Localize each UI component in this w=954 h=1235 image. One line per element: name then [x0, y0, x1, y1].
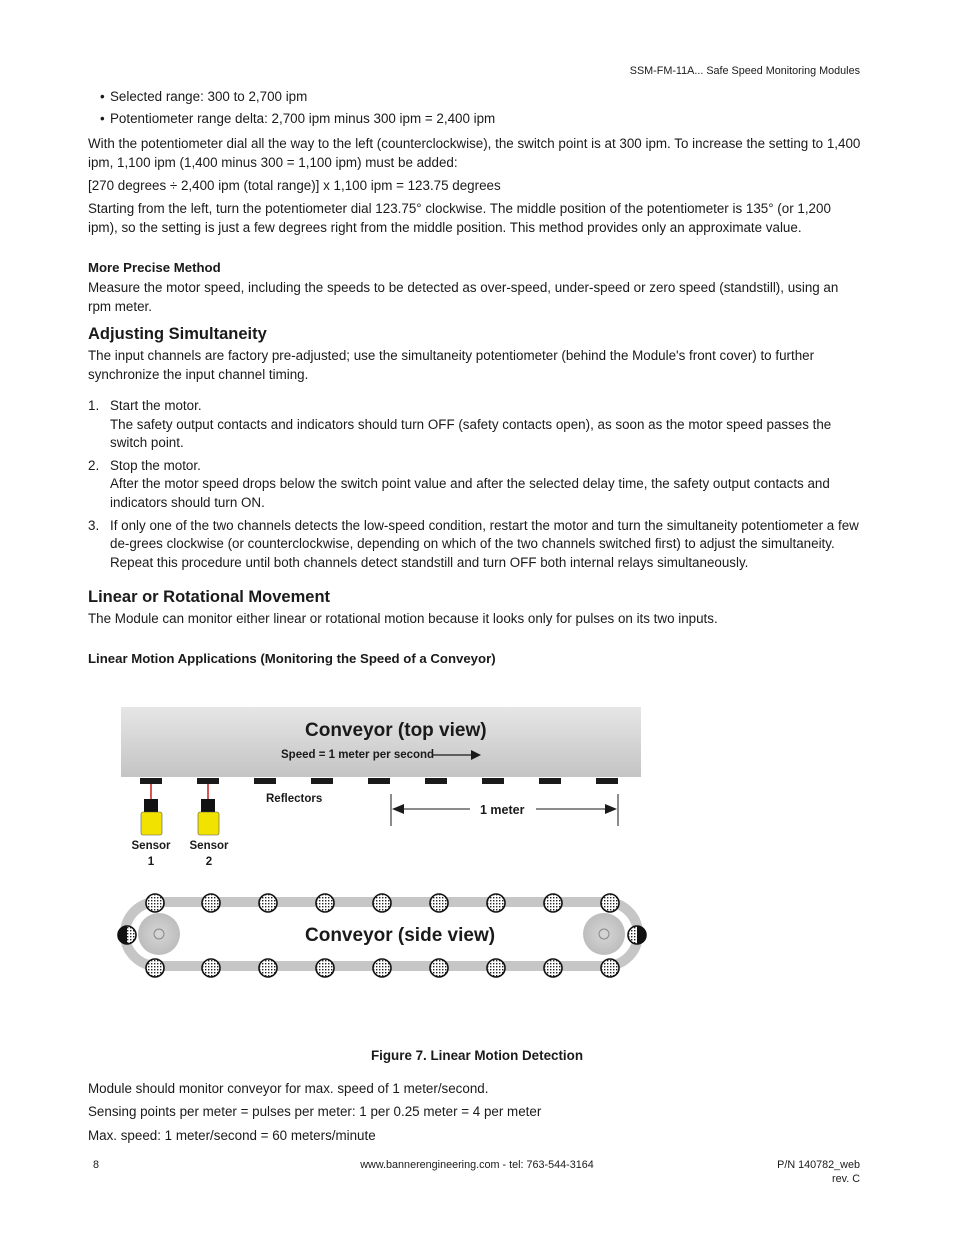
- list-item: 3. If only one of the two channels detects the low-speed condition, restart the motor and turn the simultaneity potentiometer a few de-grees clockwise (or counterclockwise, depending on which of the two channels switched first) to adjust the simultaneity. Repeat this procedure until both channels detect standstill and turn OFF both internal relays simultaneously.: [88, 517, 859, 570]
- formula-paragraph: [270 degrees ÷ 2,400 ipm (total range)] x 1,100 ipm = 123.75 degrees: [88, 178, 501, 193]
- reflector: [368, 778, 390, 784]
- body-paragraph: The Module can monitor either linear or rotational motion because it looks only for pulses on its two inputs.: [88, 611, 718, 626]
- speed-label: Speed = 1 meter per second: [281, 749, 435, 761]
- sensor-1-label: Sensor: [131, 840, 171, 852]
- steps-list: [88, 397, 863, 576]
- conveyor-top-belt: [121, 707, 641, 777]
- figure-caption: Figure 7. Linear Motion Detection: [370, 1048, 584, 1063]
- reflector: [259, 959, 277, 977]
- reflector: [373, 894, 391, 912]
- sensor-2: [198, 784, 219, 835]
- meter-label: 1 meter: [480, 803, 525, 817]
- reflector: [544, 959, 562, 977]
- reflector: [197, 778, 219, 784]
- section-heading: Linear or Rotational Movement: [88, 588, 331, 606]
- range-bullet-list: [100, 88, 495, 128]
- list-item: 2. Stop the motor. After the motor speed drops below the switch point value and after the selected delay time, the safety output contacts and indicators should turn ON.: [88, 457, 830, 510]
- reflector: [373, 959, 391, 977]
- reflector: [259, 894, 277, 912]
- body-paragraph: Measure the motor speed, including the speeds to be detected as over-speed, under-speed or zero speed (standstill), using an rpm meter.: [88, 280, 839, 314]
- reflector: [430, 894, 448, 912]
- conveyor-figure: [88, 690, 688, 1000]
- subsection-heading: Linear Motion Applications (Monitoring the Speed of a Conveyor): [88, 651, 496, 666]
- body-paragraph: Sensing points per meter = pulses per meter: 1 per 0.25 meter = 4 per meter: [88, 1104, 542, 1119]
- reflector-row: [140, 778, 618, 784]
- reflector: [430, 959, 448, 977]
- reflector: [539, 778, 561, 784]
- reflector: [601, 894, 619, 912]
- footer-part-number: P/N 140782_web rev. C: [777, 1159, 860, 1185]
- conveyor-top-title: Conveyor (top view): [305, 720, 487, 741]
- list-item: 1. Start the motor. The safety output contacts and indicators should turn OFF (safety contacts open), as soon as the motor speed passes the switch point.: [88, 398, 832, 451]
- reflector: [140, 778, 162, 784]
- reflector: [487, 959, 505, 977]
- right-pulley: [583, 913, 625, 955]
- reflector: [544, 894, 562, 912]
- conveyor-side-title: Conveyor (side view): [305, 925, 496, 946]
- reflector: [202, 959, 220, 977]
- footer-contact: www.bannerengineering.com - tel: 763-544-3164: [360, 1159, 594, 1171]
- body-paragraph: Max. speed: 1 meter/second = 60 meters/minute: [88, 1128, 376, 1143]
- reflector: [311, 778, 333, 784]
- list-item: • Selected range: 300 to 2,700 ipm: [100, 88, 495, 107]
- reflector: [482, 778, 504, 784]
- reflector: [254, 778, 276, 784]
- body-paragraph: With the potentiometer dial all the way to the left (counterclockwise), the switch point is at 300 ipm. To increase the setting to 1,400 ipm, 1,100 ipm (1,400 minus 300 = 1,100 ipm) must be added:: [88, 136, 861, 170]
- reflectors-label: Reflectors: [266, 793, 323, 805]
- reflector: [596, 778, 618, 784]
- sensor-2-number: 2: [205, 856, 213, 868]
- running-header: SSM-FM-11A... Safe Speed Monitoring Modules: [629, 65, 860, 77]
- body-paragraph: Starting from the left, turn the potentiometer dial 123.75° clockwise. The middle position of the potentiometer is 135° (or 1,200 ipm), so the setting is just a few degrees right from the middle position. This method provides only an approximate value.: [88, 201, 831, 235]
- reflector: [146, 959, 164, 977]
- sensor-1: [141, 784, 162, 835]
- left-pulley: [138, 913, 180, 955]
- reflector: [316, 959, 334, 977]
- reflector: [601, 959, 619, 977]
- sensor-2-label: Sensor: [189, 840, 229, 852]
- reflector: [316, 894, 334, 912]
- section-heading: Adjusting Simultaneity: [88, 325, 267, 343]
- section-heading: More Precise Method: [88, 260, 221, 275]
- reflector: [425, 778, 447, 784]
- sensor-1-number: 1: [147, 856, 155, 868]
- reflector: [202, 894, 220, 912]
- reflector: [146, 894, 164, 912]
- body-paragraph: Module should monitor conveyor for max. speed of 1 meter/second.: [88, 1081, 489, 1096]
- body-paragraph: The input channels are factory pre-adjusted; use the simultaneity potentiometer (behind the Module's front cover) to further synchronize the input channel timing.: [88, 348, 815, 382]
- page-number: 8: [93, 1159, 100, 1171]
- reflector: [487, 894, 505, 912]
- list-item: • Potentiometer range delta: 2,700 ipm minus 300 ipm = 2,400 ipm: [100, 110, 495, 129]
